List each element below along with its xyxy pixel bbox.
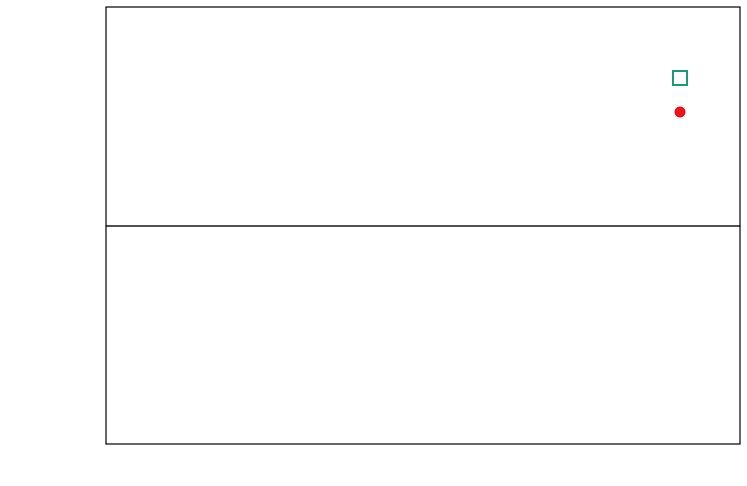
legend [673, 71, 687, 118]
legend-marker-2lr-eps [675, 107, 686, 118]
bottom-panel [106, 226, 740, 444]
bottom-plot-frame [106, 226, 740, 444]
top-plot-frame [106, 7, 740, 226]
legend-entry-exact [673, 71, 687, 85]
top-panel [24, 7, 740, 226]
legend-marker-exact [673, 71, 687, 85]
legend-entry-2lr-eps [675, 107, 686, 118]
